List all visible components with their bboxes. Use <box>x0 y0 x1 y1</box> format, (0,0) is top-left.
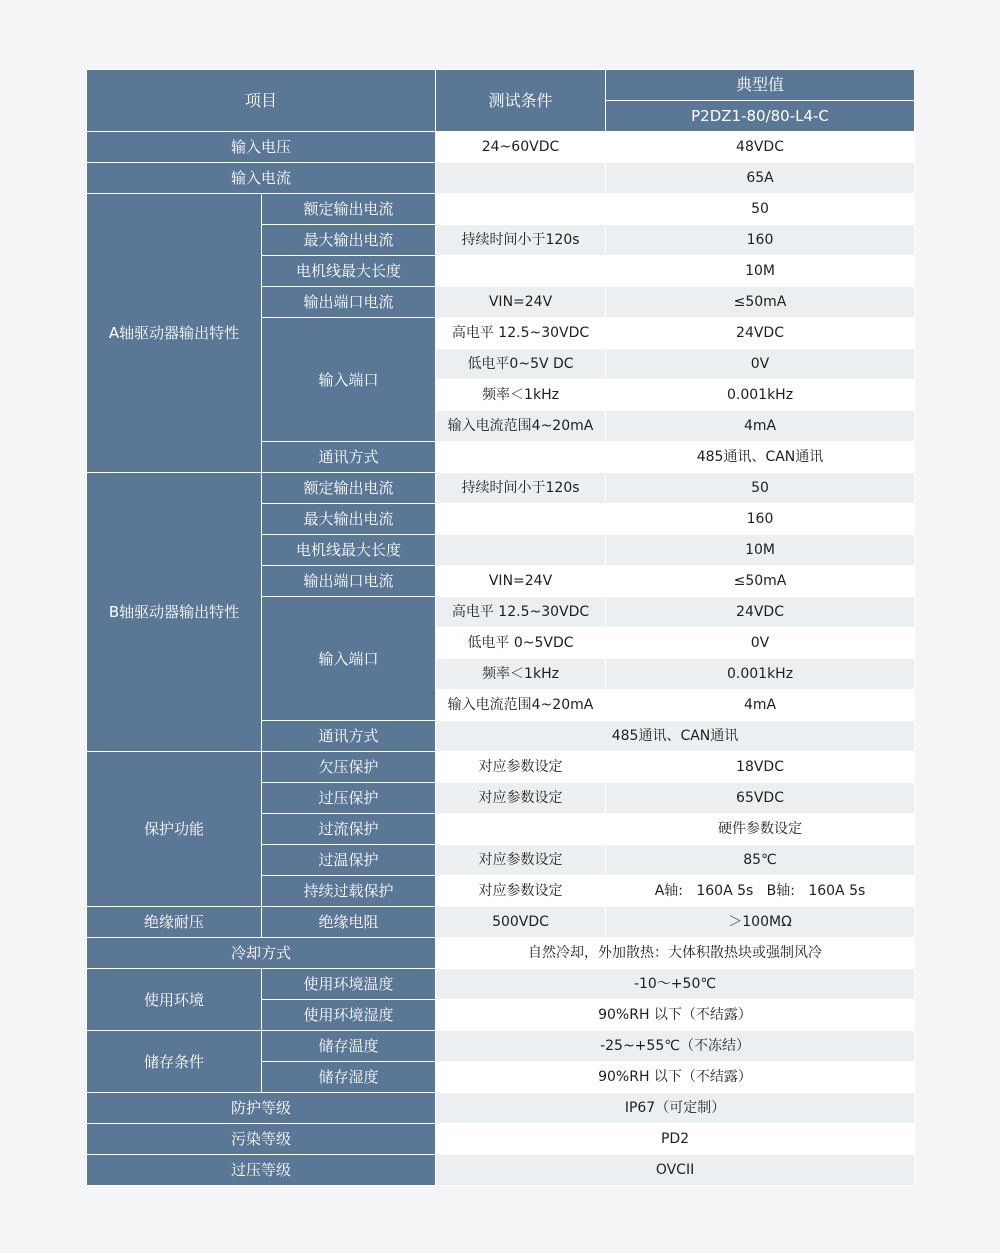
row-value: 24VDC <box>606 597 915 628</box>
row-label: 输出端口电流 <box>262 566 436 597</box>
row-value: 90%RH 以下（不结露） <box>436 1062 915 1093</box>
row-label: 污染等级 <box>87 1124 436 1155</box>
table-row <box>87 1124 915 1155</box>
row-condition <box>436 535 606 566</box>
row-value: 4mA <box>606 411 915 442</box>
row-label: 额定输出电流 <box>262 194 436 225</box>
row-label: 使用环境温度 <box>262 969 436 1000</box>
row-value: A轴: 160A 5s B轴: 160A 5s <box>606 876 915 907</box>
row-condition: VIN=24V <box>436 287 606 318</box>
row-value: 自然冷却，外加散热：大体积散热块或强制风冷 <box>436 938 915 969</box>
row-label: 输入端口 <box>262 597 436 721</box>
row-value: 0.001kHz <box>606 380 915 411</box>
row-value: 485通讯、CAN通讯 <box>436 721 915 752</box>
row-value: 硬件参数设定 <box>606 814 915 845</box>
row-label: 输入端口 <box>262 318 436 442</box>
row-condition: 对应参数设定 <box>436 845 606 876</box>
spec-table <box>86 69 915 1186</box>
group-label: 绝缘耐压 <box>87 907 262 938</box>
header-item: 项目 <box>87 70 436 132</box>
row-label: 电机线最大长度 <box>262 535 436 566</box>
row-condition: 500VDC <box>436 907 606 938</box>
row-value: -25~+55℃（不冻结） <box>436 1031 915 1062</box>
group-label: A轴驱动器输出特性 <box>87 194 262 473</box>
table-row <box>87 194 915 225</box>
row-value: 24VDC <box>606 318 915 349</box>
row-value: 18VDC <box>606 752 915 783</box>
row-value: ≤50mA <box>606 566 915 597</box>
table-row <box>87 752 915 783</box>
row-condition: 高电平 12.5~30VDC <box>436 597 606 628</box>
spec-sheet <box>86 69 914 1186</box>
row-label: 过压保护 <box>262 783 436 814</box>
row-value: 0.001kHz <box>606 659 915 690</box>
row-value: PD2 <box>436 1124 915 1155</box>
row-value: 0V <box>606 628 915 659</box>
row-value: 65VDC <box>606 783 915 814</box>
row-value: 160 <box>606 504 915 535</box>
row-label: 过温保护 <box>262 845 436 876</box>
row-label: 输出端口电流 <box>262 287 436 318</box>
table-row <box>87 969 915 1000</box>
row-value: OVCII <box>436 1155 915 1186</box>
row-value: 85℃ <box>606 845 915 876</box>
table-row <box>87 1031 915 1062</box>
table-row <box>87 132 915 163</box>
row-value: 65A <box>606 163 915 194</box>
row-condition: 持续时间小于120s <box>436 473 606 504</box>
row-label: 持续过载保护 <box>262 876 436 907</box>
row-label: 绝缘电阻 <box>262 907 436 938</box>
row-label: 最大输出电流 <box>262 504 436 535</box>
row-label: 欠压保护 <box>262 752 436 783</box>
row-value: 485通讯、CAN通讯 <box>606 442 915 473</box>
row-label: 过压等级 <box>87 1155 436 1186</box>
header-row <box>87 70 915 101</box>
row-condition: VIN=24V <box>436 566 606 597</box>
row-label: 输入电压 <box>87 132 436 163</box>
group-label: 保护功能 <box>87 752 262 907</box>
row-condition: 输入电流范围4~20mA <box>436 690 606 721</box>
table-row <box>87 1155 915 1186</box>
header-model: P2DZ1-80/80-L4-C <box>606 101 915 132</box>
group-label: 使用环境 <box>87 969 262 1031</box>
row-condition: 对应参数设定 <box>436 876 606 907</box>
row-condition <box>436 256 606 287</box>
group-label: B轴驱动器输出特性 <box>87 473 262 752</box>
row-value: ＞100MΩ <box>606 907 915 938</box>
row-condition <box>436 163 606 194</box>
row-condition <box>436 442 606 473</box>
row-value: ≤50mA <box>606 287 915 318</box>
row-label: 通讯方式 <box>262 442 436 473</box>
row-value: IP67（可定制） <box>436 1093 915 1124</box>
row-value: -10～+50℃ <box>436 969 915 1000</box>
row-value: 0V <box>606 349 915 380</box>
row-condition: 对应参数设定 <box>436 783 606 814</box>
row-condition <box>436 194 606 225</box>
row-condition: 对应参数设定 <box>436 752 606 783</box>
table-row <box>87 938 915 969</box>
header-condition: 测试条件 <box>436 70 606 132</box>
row-condition <box>436 814 606 845</box>
row-label: 使用环境湿度 <box>262 1000 436 1031</box>
row-condition <box>436 504 606 535</box>
row-condition: 输入电流范围4~20mA <box>436 411 606 442</box>
row-label: 电机线最大长度 <box>262 256 436 287</box>
row-label: 冷却方式 <box>87 938 436 969</box>
row-value: 10M <box>606 256 915 287</box>
row-condition: 低电平0~5V DC <box>436 349 606 380</box>
row-label: 额定输出电流 <box>262 473 436 504</box>
row-label: 过流保护 <box>262 814 436 845</box>
row-label: 防护等级 <box>87 1093 436 1124</box>
table-row <box>87 473 915 504</box>
row-value: 10M <box>606 535 915 566</box>
row-value: 90%RH 以下（不结露） <box>436 1000 915 1031</box>
row-value: 50 <box>606 473 915 504</box>
row-label: 储存温度 <box>262 1031 436 1062</box>
table-row <box>87 1093 915 1124</box>
group-label: 储存条件 <box>87 1031 262 1093</box>
row-condition: 低电平 0~5VDC <box>436 628 606 659</box>
row-label: 储存湿度 <box>262 1062 436 1093</box>
table-row <box>87 163 915 194</box>
row-condition: 高电平 12.5~30VDC <box>436 318 606 349</box>
row-value: 50 <box>606 194 915 225</box>
row-label: 最大输出电流 <box>262 225 436 256</box>
row-condition: 持续时间小于120s <box>436 225 606 256</box>
row-value: 160 <box>606 225 915 256</box>
table-row <box>87 907 915 938</box>
row-condition: 频率＜1kHz <box>436 659 606 690</box>
row-condition: 24~60VDC <box>436 132 606 163</box>
header-typical: 典型值 <box>606 70 915 101</box>
row-label: 通讯方式 <box>262 721 436 752</box>
row-label: 输入电流 <box>87 163 436 194</box>
row-condition: 频率＜1kHz <box>436 380 606 411</box>
row-value: 4mA <box>606 690 915 721</box>
row-value: 48VDC <box>606 132 915 163</box>
